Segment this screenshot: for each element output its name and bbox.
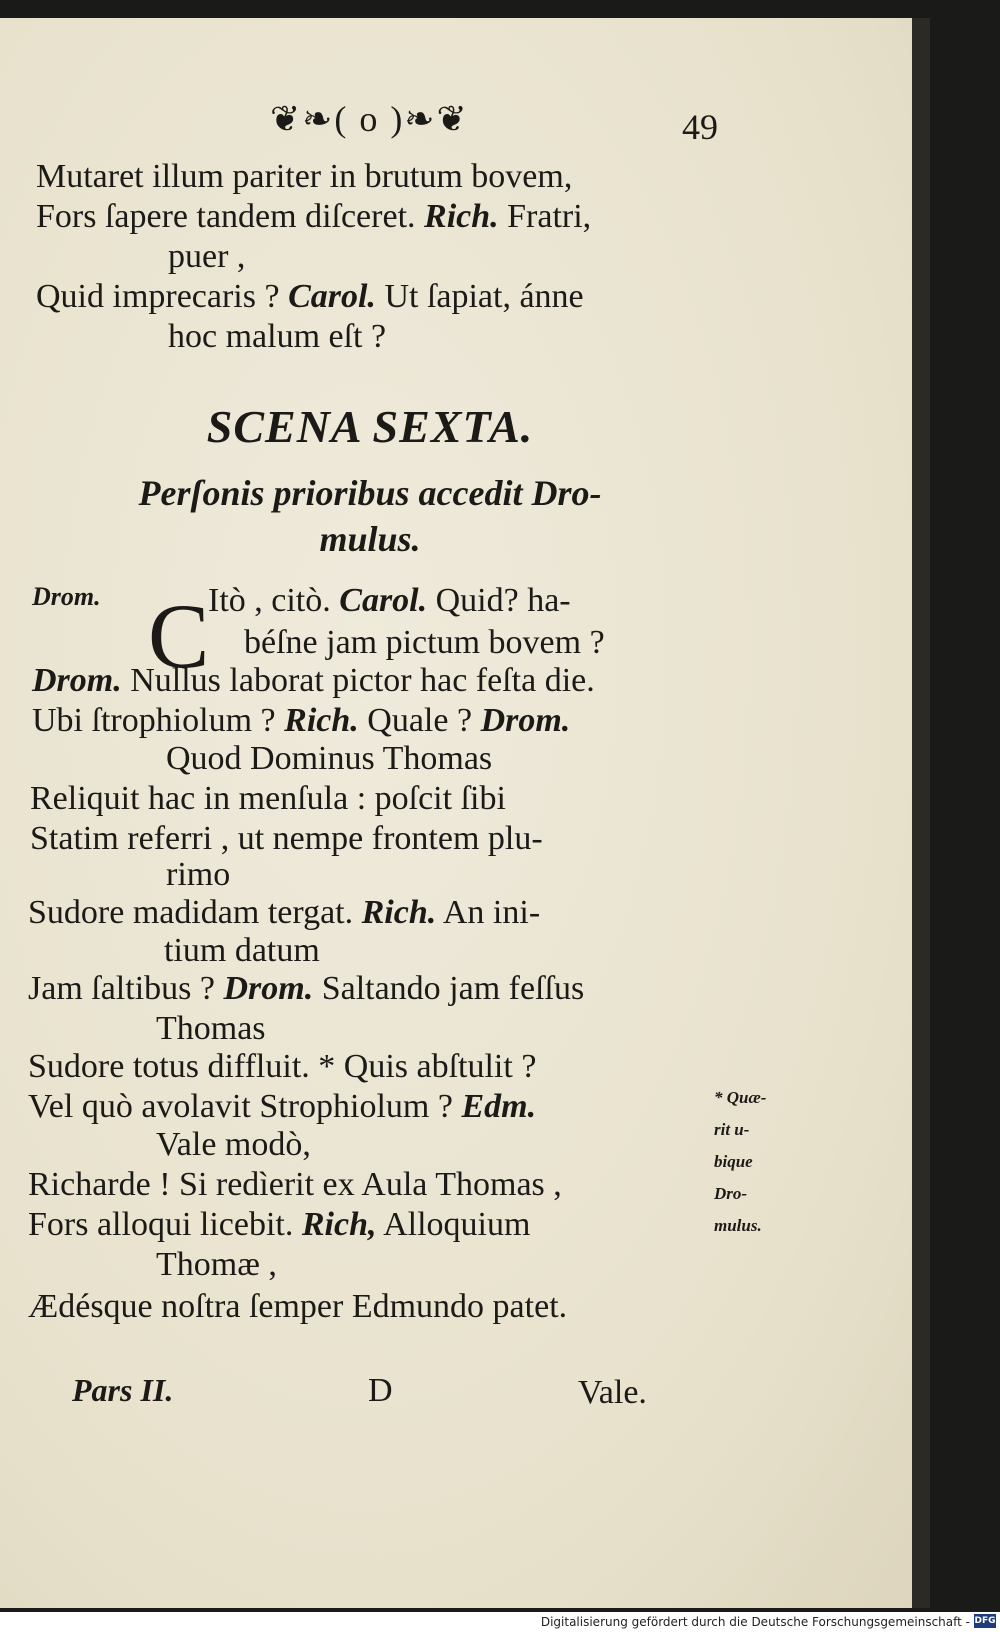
speaker-name: Drom. — [480, 702, 571, 739]
dialogue-body-line — [166, 858, 230, 892]
dialogue-body-line — [28, 1168, 562, 1202]
speaker-name: Carol. — [288, 278, 376, 315]
verse-text: Ut ſapiat, ánne — [375, 278, 584, 315]
verse-text: Fors ſapere tandem diſceret. — [36, 198, 425, 235]
speaker-name: Drom. — [32, 582, 101, 611]
dialogue-body-line — [32, 584, 101, 610]
speaker-name: Rich. — [284, 702, 359, 739]
margin-note-line: bique — [714, 1152, 753, 1171]
verse-text: Mutaret illum pariter in brutum bovem, — [36, 158, 573, 195]
verse-text: Jam ſaltibus ? — [28, 970, 224, 1007]
margin-note-line: mulus. — [714, 1216, 762, 1235]
verse-text: An ini- — [436, 894, 541, 931]
dialogue-body-line — [28, 896, 540, 930]
page-number: 49 — [682, 107, 718, 147]
dialogue-body-line — [244, 626, 605, 660]
verse-text: Quod Dominus Thomas — [166, 740, 493, 777]
verse-text: Quid imprecaris ? — [36, 278, 289, 315]
verse-text: puer , — [168, 238, 246, 275]
margin-note-line: rit u- — [714, 1120, 750, 1139]
dialogue-body-line — [30, 782, 506, 816]
speaker-name: Rich. — [424, 198, 499, 235]
verse-text: Nullus laborat pictor hac feſta die. — [121, 662, 595, 699]
verse-text: tium datum — [164, 932, 320, 969]
verse-text: Thomæ , — [156, 1246, 277, 1283]
dialogue-top-line — [36, 160, 572, 194]
dialogue-body-line — [32, 664, 595, 698]
speaker-name: Rich. — [361, 894, 437, 931]
verse-text: Statim referri , ut nempe frontem plu- — [30, 820, 543, 857]
dialogue-body-line — [30, 822, 543, 856]
scene-persons-line-2: mulus. — [319, 519, 421, 559]
dialogue-body-line — [28, 1290, 567, 1324]
verse-text: Ubi ſtrophiolum ? — [32, 702, 285, 739]
dialogue-top-line — [168, 240, 245, 274]
dialogue-body-line — [156, 1248, 277, 1282]
dialogue-body-line — [156, 1128, 311, 1162]
speaker-name: Carol. — [339, 582, 428, 619]
verse-text: Vel quò avolavit Strophiolum ? — [28, 1088, 462, 1125]
dialogue-body-line — [166, 742, 492, 776]
verse-text: Quale ? — [358, 702, 481, 739]
dialogue-body-line — [32, 704, 570, 738]
verse-text: Sudore totus diffluit. * Quis abſtulit ? — [28, 1048, 537, 1085]
dialogue-body-line — [28, 1050, 536, 1084]
speaker-name: Drom. — [223, 970, 314, 1007]
verse-text: Thomas — [156, 1010, 266, 1047]
dialogue-top-line — [36, 200, 591, 234]
verse-text: Fratri, — [498, 198, 592, 235]
drop-capital: C — [148, 585, 210, 687]
verse-text: rimo — [166, 856, 231, 893]
dialogue-top-line — [36, 280, 584, 314]
speaker-name: Drom. — [32, 662, 122, 699]
speaker-name: Edm. — [461, 1088, 537, 1125]
dialogue-body-line — [164, 934, 320, 968]
scene-persons-line-1: Perſonis prioribus accedit Dro- — [138, 473, 602, 513]
dialogue-body-line — [28, 972, 584, 1006]
speaker-name: Rich, — [301, 1206, 377, 1243]
verse-text: Alloquium — [376, 1206, 531, 1243]
gathering-letter: D — [368, 1372, 393, 1409]
dialogue-body-line — [28, 1208, 530, 1242]
verse-text: Quid? ha- — [427, 582, 571, 619]
signature-mark: Pars II. — [72, 1372, 174, 1408]
page-edge-shadow — [912, 18, 930, 1608]
verse-text: béſne jam pictum bovem ? — [244, 624, 605, 661]
scene-title: SCENA SEXTA. — [206, 401, 534, 452]
margin-note-line: * Quæ- — [714, 1088, 767, 1107]
dialogue-body-line — [208, 584, 571, 618]
verse-text: Ædésque noſtra ſemper Edmundo patet. — [28, 1288, 568, 1325]
verse-text: Itò , citò. — [208, 582, 340, 619]
dfg-logo: DFG — [974, 1616, 996, 1626]
verse-text: Vale modò, — [156, 1126, 311, 1163]
verse-text: Reliquit hac in menſula : poſcit ſibi — [30, 780, 506, 817]
verse-text: Saltando jam feſſus — [313, 970, 585, 1007]
catchword: Vale. — [578, 1374, 647, 1411]
verse-text: Fors alloqui licebit. — [28, 1206, 302, 1243]
dfg-credit: Digitalisierung gefördert durch die Deutsche Forschungsgemeinschaft - — [540, 1615, 970, 1629]
verse-text: Richarde ! Si redìerit ex Aula Thomas , — [28, 1166, 562, 1203]
margin-note-line: Dro- — [714, 1184, 748, 1203]
verse-text: Sudore madidam tergat. — [28, 894, 362, 931]
header-ornament: ❦❧( o )❧❦ — [270, 99, 469, 139]
dialogue-body-line — [28, 1090, 536, 1124]
dialogue-top-line — [168, 320, 386, 354]
dialogue-body-line — [156, 1012, 266, 1046]
verse-text: hoc malum eſt ? — [168, 318, 387, 355]
